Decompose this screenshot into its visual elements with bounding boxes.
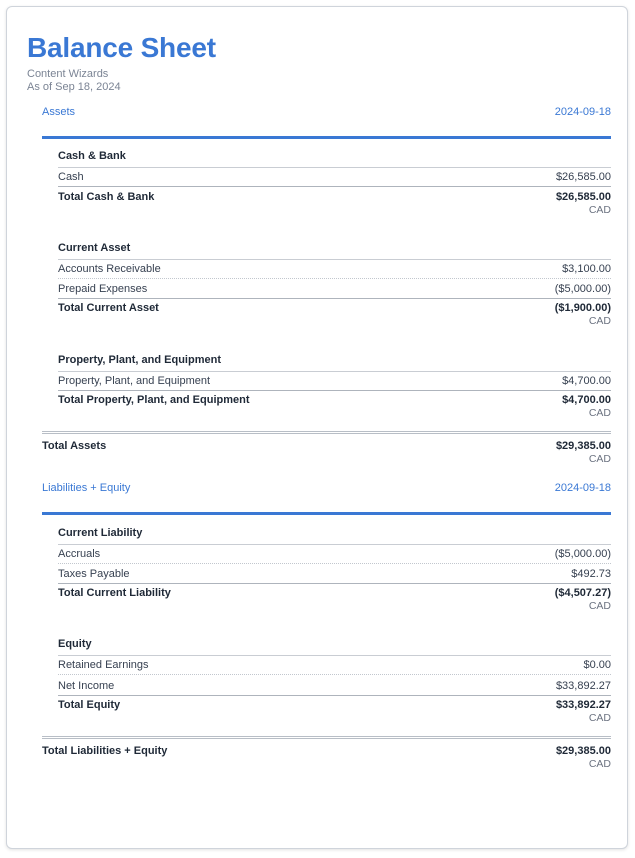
row-label: Net Income <box>58 679 115 692</box>
row-value: $0.00 <box>583 658 611 671</box>
group-total <box>58 394 611 419</box>
table-row <box>58 544 611 564</box>
group-total-label: Total Property, Plant, and Equipment <box>58 394 250 406</box>
as-of-date: As of Sep 18, 2024 <box>27 81 121 93</box>
total-liabilities-equity-value: $29,385.00 <box>555 745 611 757</box>
currency-label: CAD <box>588 315 611 327</box>
liabilities-section-rule <box>42 512 611 515</box>
row-value: $26,585.00 <box>555 170 611 183</box>
assets-section-rule <box>42 136 611 139</box>
row-value: $33,892.27 <box>555 679 611 692</box>
group-total <box>58 699 611 724</box>
total-liabilities-equity <box>42 745 611 770</box>
group-total-label: Total Current Liability <box>58 587 171 599</box>
group-total-value: $4,700.00 <box>562 394 611 406</box>
row-label: Accounts Receivable <box>58 262 161 275</box>
currency-label: CAD <box>588 204 611 216</box>
row-value: ($5,000.00) <box>554 282 611 295</box>
currency-label: CAD <box>588 407 611 419</box>
group-total-value: $26,585.00 <box>555 191 611 203</box>
assets-section-header <box>42 106 611 119</box>
table-row <box>58 259 611 279</box>
liabilities-section-label: Liabilities + Equity <box>42 482 131 494</box>
assets-section-label: Assets <box>42 106 76 118</box>
company-name: Content Wizards <box>27 68 109 80</box>
row-value: ($5,000.00) <box>554 547 611 560</box>
table-row <box>58 279 611 299</box>
row-value: $4,700.00 <box>562 374 611 387</box>
table-row <box>58 371 611 391</box>
row-label: Prepaid Expenses <box>58 282 148 295</box>
grand-total-rule <box>42 431 611 434</box>
group-header: Current Liability <box>58 527 611 545</box>
total-liabilities-equity-label: Total Liabilities + Equity <box>42 745 168 757</box>
liabilities-section-header <box>42 482 611 495</box>
group-header: Equity <box>58 638 611 656</box>
group-header: Cash & Bank <box>58 150 611 168</box>
group-header: Property, Plant, and Equipment <box>58 354 611 372</box>
table-row <box>58 676 611 696</box>
group-header: Current Asset <box>58 242 611 260</box>
group-total-value: ($4,507.27) <box>554 587 611 599</box>
group-total-value: $33,892.27 <box>555 699 611 711</box>
table-row <box>58 167 611 187</box>
assets-section-date: 2024-09-18 <box>554 106 611 118</box>
row-label: Taxes Payable <box>58 567 130 580</box>
currency-label: CAD <box>588 758 611 770</box>
total-assets <box>42 440 611 465</box>
row-label: Retained Earnings <box>58 658 149 671</box>
row-value: $492.73 <box>571 567 611 580</box>
group-total-label: Total Equity <box>58 699 121 711</box>
page-title: Balance Sheet <box>27 32 216 63</box>
currency-label: CAD <box>588 600 611 612</box>
currency-label: CAD <box>588 453 611 465</box>
group-total-value: ($1,900.00) <box>554 302 611 314</box>
liabilities-section-date: 2024-09-18 <box>554 482 611 494</box>
currency-label: CAD <box>588 712 611 724</box>
grand-total-rule <box>42 736 611 739</box>
row-label: Accruals <box>58 547 101 560</box>
row-value: $3,100.00 <box>562 262 611 275</box>
row-label: Property, Plant, and Equipment <box>58 374 211 387</box>
total-assets-value: $29,385.00 <box>555 440 611 452</box>
table-row <box>58 564 611 584</box>
report-card <box>6 6 628 849</box>
group-total <box>58 302 611 327</box>
group-total-label: Total Current Asset <box>58 302 159 314</box>
group-total-label: Total Cash & Bank <box>58 191 155 203</box>
group-total <box>58 587 611 612</box>
table-row <box>58 655 611 675</box>
group-total <box>58 191 611 216</box>
row-label: Cash <box>58 170 84 183</box>
total-assets-label: Total Assets <box>42 440 107 452</box>
